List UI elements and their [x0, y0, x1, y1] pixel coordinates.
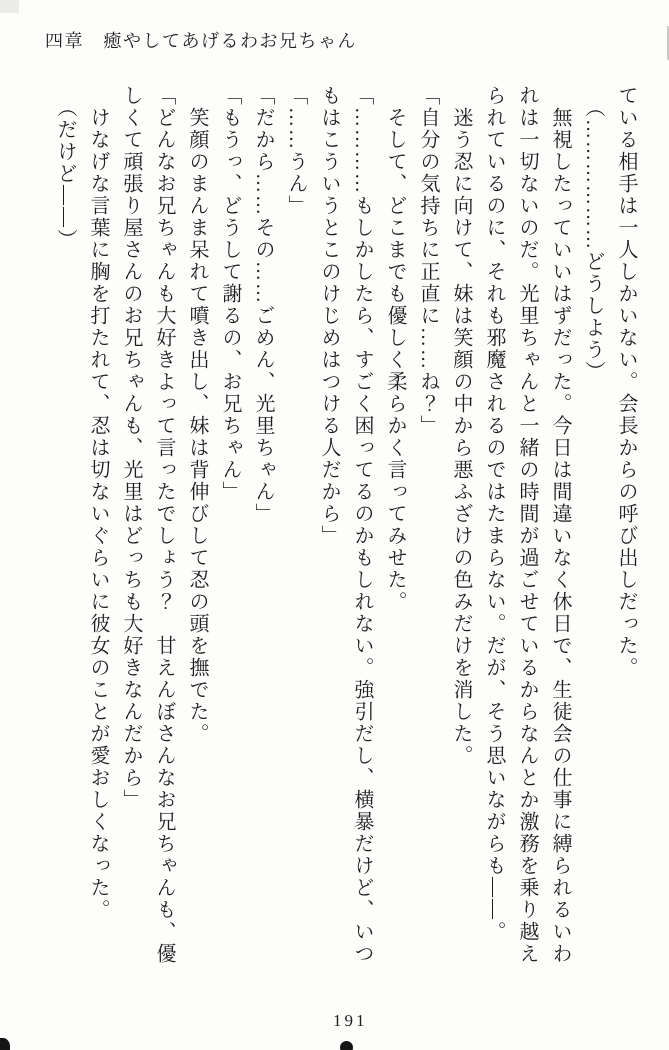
- text-line: 笑顔のまんま呆れて噴き出し、妹は背伸びして忍の頭を撫でた。: [186, 85, 208, 745]
- text-line: けなげな言葉に胸を打たれて、忍は切ないぐらいに彼女のことが愛おしくなった。: [87, 85, 109, 921]
- text-line: そして、どこまでも優しく柔らかく言ってみせた。: [384, 85, 406, 613]
- text-line: 「自分の気持ちに正直に……ね？」: [417, 85, 439, 437]
- text-line: （だけど——）: [54, 85, 76, 251]
- text-line: 迷う忍に向けて、妹は笑顔の中から悪ふざけの色みだけを消した。: [450, 85, 472, 767]
- text-line: 無視したっていいはずだった。今日は間違いなく休日で、生徒会の仕事に縛られるいわ: [549, 85, 571, 965]
- text-line: れは一切ないのだ。光里ちゃんと一緒の時間が過ごせているからなんとか激務を乗り越え: [516, 85, 538, 965]
- text-line: 「…………もしかしたら、すごく困ってるのかもしれない。強引だし、横暴だけど、いつ: [351, 85, 373, 965]
- text-line: もはこういうとこのけじめはつける人だから」: [318, 85, 340, 547]
- scan-artifact-dot: [340, 1041, 353, 1050]
- text-line: られているのに、それも邪魔されるのではたまらない。だが、そう思いながらも——。: [483, 85, 505, 943]
- text-line: ている相手は一人しかいない。会長からの呼び出しだった。: [615, 85, 637, 679]
- text-line: 「もうっ、どうして謝るの、お兄ちゃん」: [219, 85, 241, 503]
- page-number: 191: [333, 1011, 368, 1030]
- chapter-header: 四章 癒やしてあげるわお兄ちゃん: [45, 31, 357, 51]
- scan-artifact-topleft: [0, 0, 19, 13]
- text-line: 「どんなお兄ちゃんも大好きよって言ったでしょう？ 甘えんぼさんなお兄ちゃんも、優: [153, 85, 175, 965]
- text-line: しくて頑張り屋さんのお兄ちゃんも、光里はどっちも大好きなんだから」: [120, 85, 142, 811]
- text-line: （………………どうしよう）: [582, 85, 604, 383]
- text-line: 「だから……その……ごめん、光里ちゃん」: [252, 85, 274, 525]
- text-line: 「……うん」: [285, 85, 307, 217]
- page-text: [48, 85, 642, 969]
- scan-artifact-corner: [0, 1038, 10, 1050]
